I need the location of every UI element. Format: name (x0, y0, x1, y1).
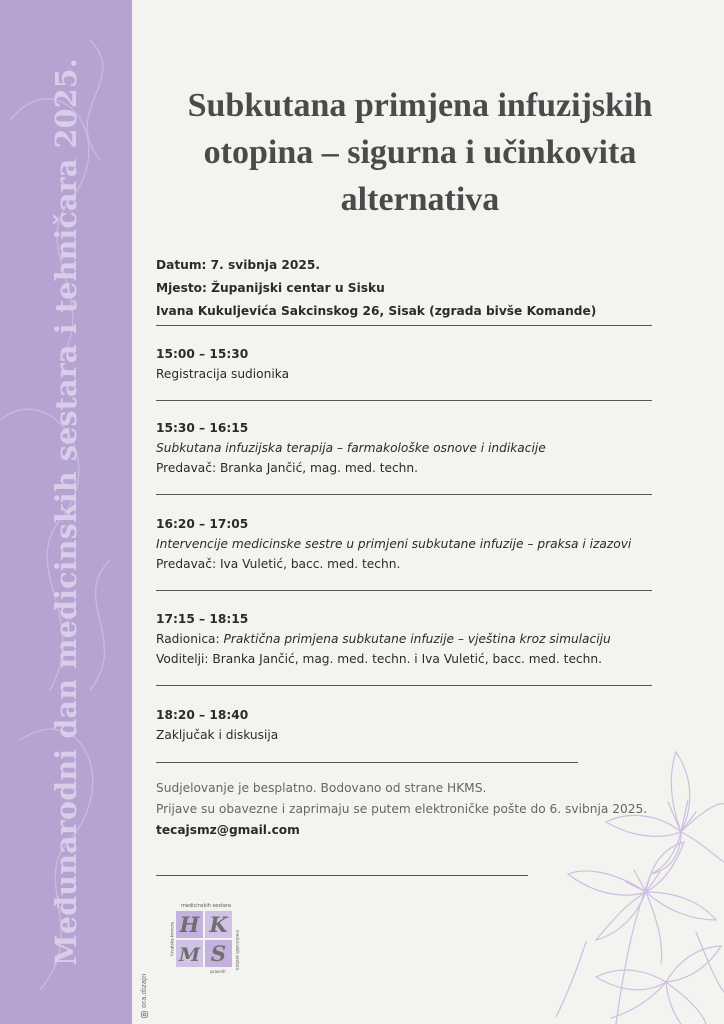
session-time: 16:20 – 17:05 (156, 517, 249, 531)
session-4 (156, 609, 666, 669)
logo-letter-s: S (210, 941, 227, 966)
session-speaker: Predavač: Branka Jančić, mag. med. techn. (156, 461, 418, 475)
sidebar-band (0, 0, 132, 1024)
page-title: Subkutana primjena infuzijskih otopina – sigurna i učinkovita alternativa (187, 87, 653, 218)
logo-right-text: medicinskih sestara (235, 930, 240, 970)
session-topic: Praktična primjena subkutane infuzije – vještina kroz simulaciju (223, 632, 611, 646)
divider (156, 400, 652, 401)
session-topic: Subkutana infuzijska terapija – farmakološke osnove i indikacije (156, 441, 546, 455)
footer-registration: Prijave su obavezne i zaprimaju se putem elektroničke pošte do 6. svibnja 2025. (156, 802, 648, 816)
divider (156, 325, 652, 326)
logo-letter-m: M (178, 944, 201, 966)
session-description: Registracija sudionika (156, 367, 290, 381)
divider (156, 762, 578, 763)
session-time: 18:20 – 18:40 (156, 708, 249, 722)
session-time: 15:30 – 16:15 (156, 421, 249, 435)
session-5 (156, 705, 666, 745)
divider (156, 685, 652, 686)
logo-bottom-text: pravnih (210, 969, 226, 974)
instagram-icon (141, 1011, 148, 1018)
session-2 (156, 418, 666, 478)
contact-email[interactable]: tecajsmz@gmail.com (156, 823, 300, 837)
session-3 (156, 514, 666, 574)
session-1 (156, 344, 666, 384)
instagram-handle-text: ora.dizajn (140, 973, 148, 1008)
footer-note: Sudjelovanje je besplatno. Bodovano od strane HKMS. (156, 781, 487, 795)
event-venue: Mjesto: Županijski centar u Sisku (156, 281, 385, 295)
logo-top-text: medicinskih sestara (181, 903, 231, 909)
event-address: Ivana Kukuljevića Sakcinskog 26, Sisak (zgrada bivše Komande) (156, 304, 597, 318)
session-speaker: Predavač: Iva Vuletić, bacc. med. techn. (156, 557, 401, 571)
session-prefix: Radionica: (156, 632, 224, 646)
hkms-logo-graphic (170, 900, 242, 978)
session-description: Zaključak i diskusija (156, 728, 279, 742)
instagram-credit (140, 974, 148, 1018)
logo-left-text: hrvatska komora (170, 922, 175, 956)
session-topic-line (156, 629, 666, 649)
session-time: 15:00 – 15:30 (156, 347, 249, 361)
divider (156, 590, 652, 591)
event-meta (156, 254, 656, 323)
lily-flower-decoration (556, 742, 724, 1024)
logo-letter-h: H (179, 912, 200, 937)
session-speaker: Voditelji: Branka Jančić, mag. med. techn. i Iva Vuletić, bacc. med. techn. (156, 652, 602, 666)
hkms-logo (170, 900, 242, 978)
divider (156, 875, 528, 876)
session-topic: Intervencije medicinske sestre u primjeni subkutane infuzije – praksa i izazovi (156, 537, 632, 551)
sidebar-vertical-title: Međunarodni dan medicinskih sestara i tehničara 2025. (49, 58, 83, 966)
event-date: Datum: 7. svibnja 2025. (156, 258, 320, 272)
divider (156, 494, 652, 495)
logo-letter-k: K (209, 912, 228, 937)
session-time: 17:15 – 18:15 (156, 612, 249, 626)
